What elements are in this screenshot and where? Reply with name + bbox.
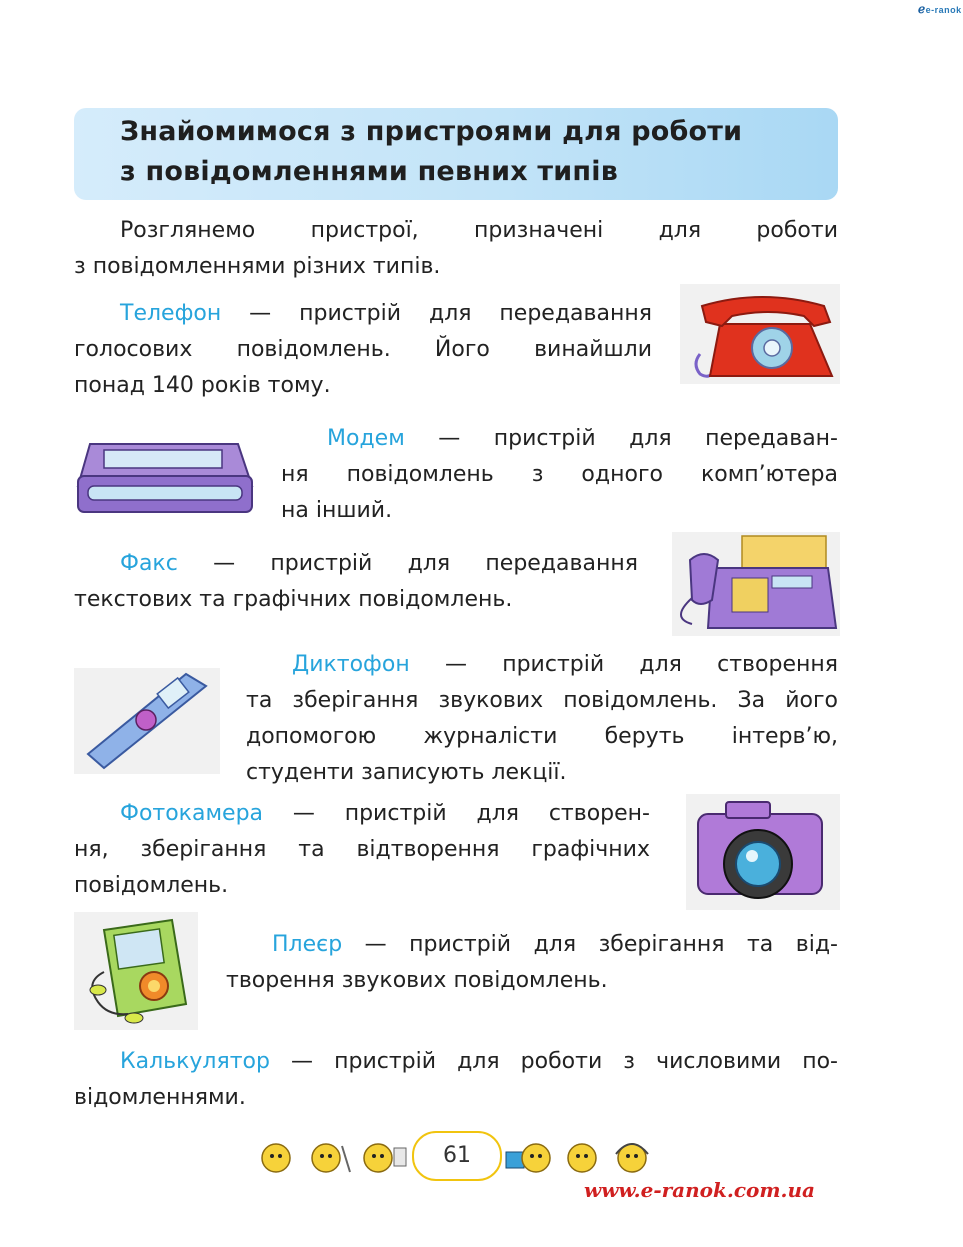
publisher-logo [918,2,962,16]
calculator-line-1: — пристрій для роботи з числовими по- [269,1049,838,1074]
telephone-line-3: понад 140 років тому. [74,373,331,398]
recorder-line-3: допомогою журналісти беруть інтерв’ю, [246,724,838,749]
fax-term: Факс [120,551,178,576]
player-term: Плеєр [272,932,343,957]
calculator-paragraph [74,1044,838,1116]
logo-e-icon: ℯ [918,2,926,16]
section-header [74,108,838,200]
camera-line-2: ня, зберігання та відтворення графічних [74,837,650,862]
modem-term: Модем [327,426,405,451]
recorder-line-1: — пристрій для створення [409,652,838,677]
player-line-1: — пристрій для зберігання та від- [342,932,838,957]
fax-line-1: — пристрій для передавання [177,551,638,576]
recorder-line-4: студенти записують лекції. [246,760,567,785]
fax-line-2: текстових та графічних повідомлень. [74,587,513,612]
section-title-line-2: з повідомленнями певних типів [120,156,618,187]
fax-paragraph [74,546,638,618]
intro-paragraph [74,213,838,285]
footer-left-characters-icon [256,1136,410,1176]
camera-line-1: — пристрій для створен- [263,801,650,826]
page-number-badge [412,1131,502,1181]
page-number: 61 [443,1143,471,1168]
player-paragraph [226,927,838,999]
footer-right-characters-icon [504,1136,654,1176]
modem-line-2: ня повідомлень з одного комп’ютера [281,462,838,487]
camera-term: Фотокамера [120,801,264,826]
recorder-illustration [74,668,220,774]
calculator-line-2: відомленнями. [74,1085,246,1110]
intro-line-1: Розглянемо пристрої, призначені для роботи [120,218,838,243]
telephone-line-2: голосових повідомлень. Його винайшли [74,337,652,362]
camera-line-3: повідомлень. [74,873,229,898]
website-link[interactable]: www.e-ranok.com.ua [584,1178,815,1202]
recorder-paragraph [246,647,838,791]
recorder-line-2: та зберігання звукових повідомлень. За його [246,688,838,713]
section-title-line-1: Знайомимося з пристроями для роботи [120,116,743,147]
modem-line-3: на інший. [281,498,393,523]
calculator-term: Калькулятор [120,1049,270,1074]
telephone-illustration [680,284,840,384]
telephone-paragraph [74,296,652,404]
camera-paragraph [74,796,650,904]
telephone-line-1: — пристрій для передавання [221,301,652,326]
modem-paragraph [281,421,838,529]
camera-illustration [686,794,840,910]
telephone-term: Телефон [120,301,222,326]
fax-illustration [672,532,840,636]
recorder-term: Диктофон [292,652,410,677]
logo-text: e-ranok [925,5,962,15]
player-line-2: творення звукових повідомлень. [226,968,608,993]
player-illustration [74,912,198,1030]
modem-illustration [74,436,254,518]
intro-line-2: з повідомленнями різних типів. [74,254,441,279]
modem-line-1: — пристрій для передаван- [404,426,838,451]
